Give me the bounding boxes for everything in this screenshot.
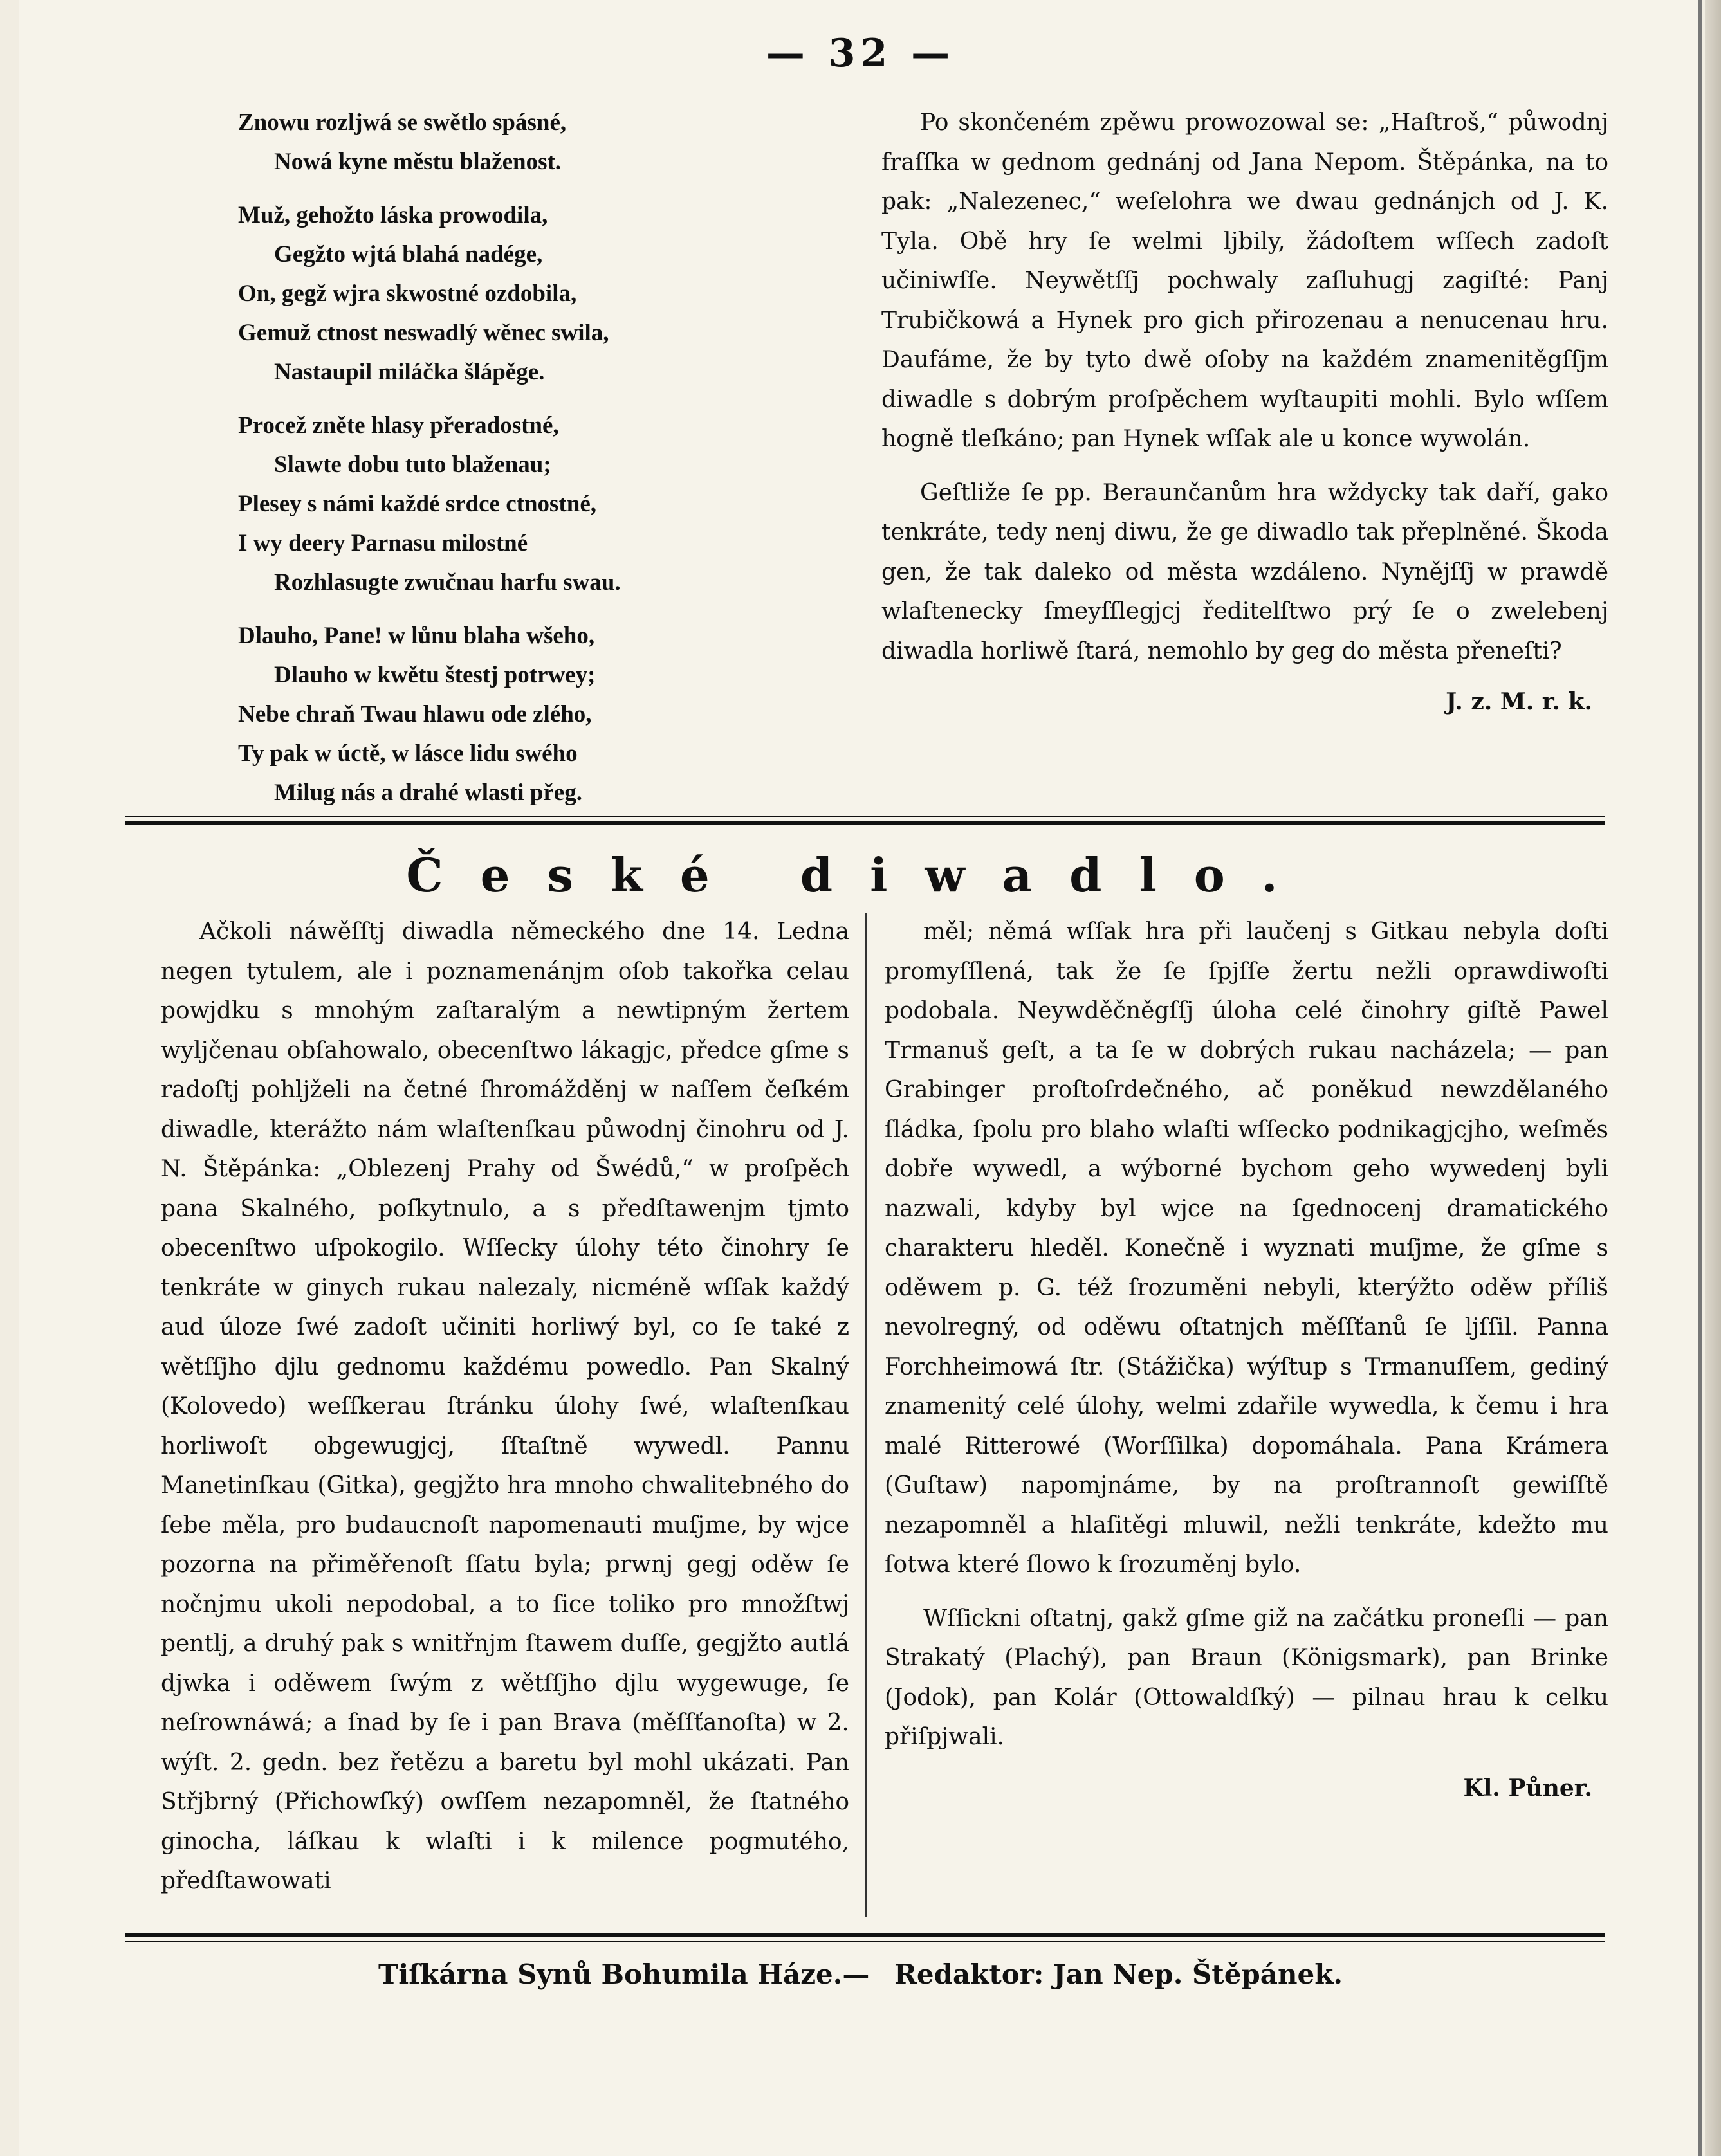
poem-line: Ty pak w úctě, w lásce lidu swého [238, 740, 578, 767]
poem-stanza [238, 103, 881, 181]
poem-line: Nastaupil miláčka šlápěge. [274, 359, 545, 385]
paragraph: měl; němá wſſak hra při laučenj s Gitkau nebyla doſti promyſſlená, tak že ſe ſpjſſe žertu nežli oprawdiwoſti podobala. Neywděčněgſſj úloha celé činohry giſtě Pawel Trmanuš geſt, a ta ſe w dobrých rukau nacházela; — pan Grabinger proſtoſrdečného, ač poněkud newzdělaného ſládka, ſpolu pro blaho wlaſti wſſecko podnikagjcjho, weſměs dobře wywedl, a wýborné bychom geho wywedenj byli nazwali, kdyby byl wjce na ſgednocenj dramatického charakteru hleděl. Konečně i wyznati muſjme, že gſme s oděwem p. G. též ſrozuměni nebyli, kterýžto oděw příliš nevolregný, od oděwu oſtatnjch měſſťanů ſe ljſſil. Panna Forchheimowá ſtr. (Stážička) wýſtup s Trmanuſſem, gediný znamenitý celé úlohy, welmi zdařile wywedla, k čemu i hra malé Ritterowé (Worſſilka) dopomáhala. Pana Krámera (Guſtaw) napomjnáme, by na proſtrannoſt gewiſſtě nezapomněl a hlaſitěgi mluwil, nežli tenkráte, kdežto mu ſotwa které ſlowo k ſrozuměnj bylo. [885, 918, 1608, 1578]
theater-report-column [881, 103, 1608, 722]
poem-line: I wy deery Parnasu milostné [238, 530, 528, 556]
signature: J. z. M. r. k. [1446, 688, 1592, 715]
poem-line: Gegžto wjtá blahá nadége, [274, 241, 543, 268]
paragraph: Ačkoli náwěſſtj diwadla německého dne 14. Ledna negen tytulem, ale i poznamenánjm oſob takořka celau powjdku s mnohým zaſtaralým a newtipným žertem wyljčenau obſahowalo, obecenſtwo lákagjc, předce gſme s radoſtj pohljželi na četné ſhromážděnj w naſſem čeſkém diwadle, kterážto nám wlaſtenſkau půwodnj činohru od J. N. Štěpánka: „Oblezenj Prahy od Šwédů,“ w proſpěch pana Skalného, poſkytnulo, a s předſtawenjm tjmto obecenſtwo uſpokogilo. Wſſecky úlohy této činohry ſe tenkráte w ginych rukau nalezaly, nicméně wſſak každý aud úloze ſwé zadoſt učiniti horliwý byl, co ſe také z wětſſjho djlu gednomu každému powedlo. Pan Skalný (Kolovedo) weſſkerau ſtránku úlohy ſwé, wlaſtenſkau horliwoſt obgewugjcj, ſſtaſtně wywedl. Pannu Manetinſkau (Gitka), gegjžto hra mnoho chwalitebného do ſebe měla, pro budaucnoſt napomenauti muſjme, by wjce pozorna na přiměřenoſt ſſatu byla; prwnj gegj oděw ſe nočnjmu ukoli nepodobal, a to ſice toliko pro množſtwj pentlj, a druhý pak s wnitřnjm ſtawem duſſe, gegjžto autlá djwka i oděwem ſwým z wětſſjho djlu wygewuge, ſe neſrownáwá; a ſnad by ſe i pan Brava (měſſťanoſta) w 2. wýſt. 2. gedn. bez řetězu a baretu byl mohl ukázati. Pan Střjbrný (Přichowſký) owſſem nezapomněl, že ſtatného ginocha, láſkau k wlaſti i k milence pogmutého, předſtawowati [161, 918, 849, 1894]
poem-stanza [238, 406, 881, 602]
poem-line: Nowá kyne městu blaženost. [274, 149, 562, 175]
paragraph: Po skončeném zpěwu prowozowal se: „Haſtroš,“ půwodnj fraſſka w gednom gednánj od Jana Nepom. Štěpánka, na to pak: „Nalezenec,“ weſelohra we dwau gednánjch od J. K. Tyla. Obě hry ſe welmi ljbily, žádoſtem wſſech zadoſt učiniwſſe. Neywětſſj pochwaly zaſluhugj zagiſté: Panj Trubičkowá a Hynek pro gich přirozenau a nenucenau hru. Daufáme, že by tyto dwě oſoby na každém znamenitěgſſjm diwadle s dobrým proſpěchem wyſtaupiti mohli. Bylo wſſem hogně tleſkáno; pan Hynek wſſak ale u konce wywolán. [881, 109, 1608, 452]
review-column-left [161, 912, 849, 1901]
poem-line: Muž, gehožto láska prowodila, [238, 202, 548, 228]
review-column-right [885, 912, 1608, 1808]
poem-line: Milug nás a drahé wlasti přeg. [274, 780, 582, 806]
colophon [0, 1959, 1721, 1990]
poem-stanza [238, 196, 881, 392]
poem-line: Rozhlasugte zwučnau harfu swau. [274, 569, 621, 596]
poem-line: Plesey s námi každé srdce ctnostné, [238, 491, 596, 517]
poem-line: Gemuž ctnost neswadlý wěnec swila, [238, 320, 609, 346]
paragraph: Wſſickni oſtatnj, gakž gſme giž na začátku proneſli — pan Strakatý (Plachý), pan Braun (Königsmark), pan Brinke (Jodok), pan Kolár (Ottowaldſký) — pilnau hrau k celku přiſpjwali. [885, 1605, 1608, 1750]
section-divider-thin [125, 816, 1605, 817]
poem-line: Procež zněte hlasy přeradostné, [238, 412, 559, 439]
footer-divider [125, 1933, 1605, 1937]
section-divider [125, 821, 1605, 825]
paragraph: Geſtliže ſe pp. Beraunčanům hra wždycky tak daří, gako tenkráte, tedy nenj diwu, že ge diwadlo tak přeplněné. Škoda gen, že tak daleko od města wzdáleno. Nynějſſj w prawdě wlaſtenecky ſmeyſſlegjcj ředitelſtwo prý ſe o zwelebenj diwadla horliwě ſtará, nemohlo by geg do města přeneſti? [881, 479, 1608, 664]
editor-credit: Redaktor: Jan Nep. Štěpánek. [894, 1959, 1343, 1990]
section-heading: České diwadlo. [406, 848, 1315, 902]
column-separator [865, 913, 867, 1917]
poem-line: Nebe chraň Twau hlawu ode zlého, [238, 701, 592, 727]
page-number: — 32 — [766, 31, 955, 76]
poem-line: Slawte dobu tuto blaženau; [274, 452, 551, 478]
printer-credit: Tiſkárna Synů Bohumila Háze.— [378, 1959, 870, 1990]
poem-stanza [238, 616, 881, 812]
poem [238, 103, 881, 827]
poem-line: On, gegž wjra skwostné ozdobila, [238, 280, 577, 307]
signature: Kl. Půner. [1463, 1774, 1592, 1802]
poem-line: Znowu rozljwá se swětlo spásné, [238, 109, 567, 136]
poem-line: Dlauho w kwětu štestj potrwey; [274, 662, 596, 688]
poem-line: Dlauho, Pane! w lůnu blaha wšeho, [238, 623, 595, 649]
footer-divider-thin [125, 1941, 1605, 1942]
